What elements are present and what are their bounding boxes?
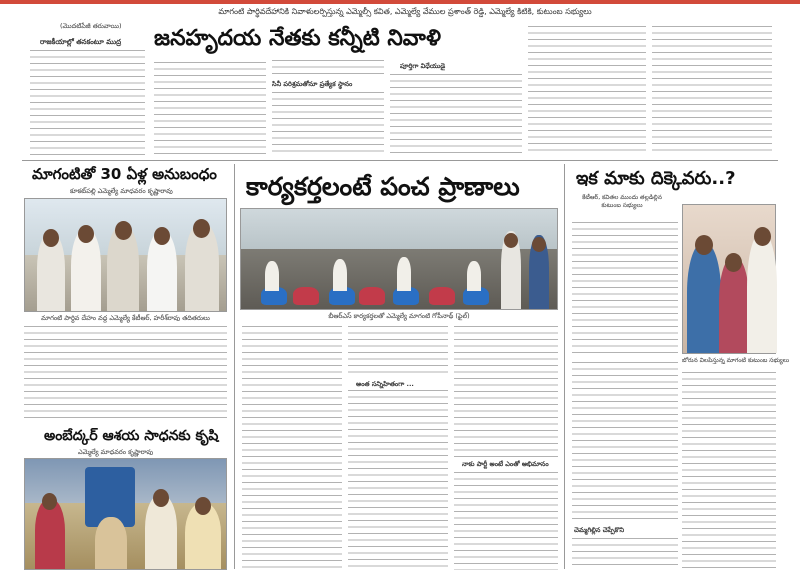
article3-column-3a: [454, 326, 558, 458]
article3-subhead-2: నాకు పార్టీ అంటే ఎంతో అభిమానం: [462, 460, 549, 468]
article4-column-1: [572, 222, 678, 358]
article3-headline: కార్యకర్తలంటే పంచ ప్రాణాలు: [246, 172, 520, 201]
article4-photo: [682, 204, 776, 354]
article5-headline: అంబేద్కర్ ఆశయ సాధనకు కృషి: [44, 428, 219, 444]
top-photo-caption: మాగంటి పార్థివదేహానికి నివాళులర్పిస్తున్న ఎమ్మెల్సీ కవిత, ఎమ్మెల్యే వేముల ప్రశాంత్ రెడ్డి, ఎమ్మెల్యే కిటికి, కుటుంబ సభ్యులు: [218, 7, 592, 16]
article2-photo-caption: మాగంటి పార్థివ దేహం వద్ద ఎమ్మెల్యే కేటీఆర్, హరీశ్‌రావు తదితరులు: [41, 314, 210, 322]
article1-column-5: [528, 26, 646, 156]
article1-column-2: [154, 62, 266, 156]
article5-photo: [24, 458, 227, 570]
article4-column-3: [682, 372, 776, 568]
article1-column-6: [652, 26, 772, 156]
article1-byline: రాజకీయాల్లో తనకంటూ ముద్ర: [40, 38, 122, 46]
article1-kicker: (మొదటిపేజీ తరువాయి): [60, 22, 122, 30]
article4-column-4: [572, 538, 678, 568]
article3-column-2b: [348, 390, 448, 570]
article3-photo: [240, 208, 558, 310]
article4-headline: ఇక మాకు దిక్కెవరు..?: [576, 168, 736, 189]
article2-body: [24, 326, 227, 420]
article1-subhead-mid: పూర్తిగా విధేయుడై: [400, 62, 446, 70]
article4-byline: కేటీఆర్, కవితల ముందు తల్లడిల్లిన కుటుంబ సభ్యులు: [582, 194, 662, 209]
article2-headline: మాగంటితో 30 ఏళ్ల అనుబంధం: [32, 165, 217, 183]
article3-photo-caption: బీఆర్ఎస్ కార్యకర్తలతో ఎమ్మెల్యే మాగంటి గోపీనాథ్ (ఫైల్): [328, 312, 470, 320]
divider-left: [234, 164, 235, 569]
article2-byline: కూకట్‌పల్లి ఎమ్మెల్యే మాధవరం కృష్ణారావు: [70, 187, 173, 195]
article3-column-1: [242, 326, 342, 570]
article1-column-4: [390, 74, 522, 156]
article3-column-2a: [348, 326, 448, 378]
article3-column-3b: [454, 472, 558, 570]
article4-column-2: [572, 362, 678, 522]
article1-column-3a: [272, 60, 384, 78]
article4-subhead: చెమ్మగిల్లిన చెప్పేకొని: [574, 526, 625, 534]
article2-photo: [24, 198, 227, 312]
article1-column-3b: [272, 92, 384, 156]
article1-headline: జనహృదయ నేతకు కన్నీటి నివాళి: [154, 26, 441, 51]
article5-byline: ఎమ్మెల్యే మాధవరం కృష్ణారావు: [78, 448, 154, 456]
divider-right: [564, 164, 565, 569]
article4-photo-caption: బోరున విలపిస్తున్న మాగంటి కుటుంబ సభ్యులు: [682, 357, 790, 364]
divider-top: [22, 160, 778, 161]
article1-subhead-left: సినీ పరిశ్రమతోనూ ప్రత్యేక స్థానం: [272, 80, 353, 88]
article3-subhead: అంత సన్నిహితంగా ...: [356, 380, 414, 388]
article1-column-1: [30, 50, 145, 156]
top-color-strip: [0, 0, 800, 4]
